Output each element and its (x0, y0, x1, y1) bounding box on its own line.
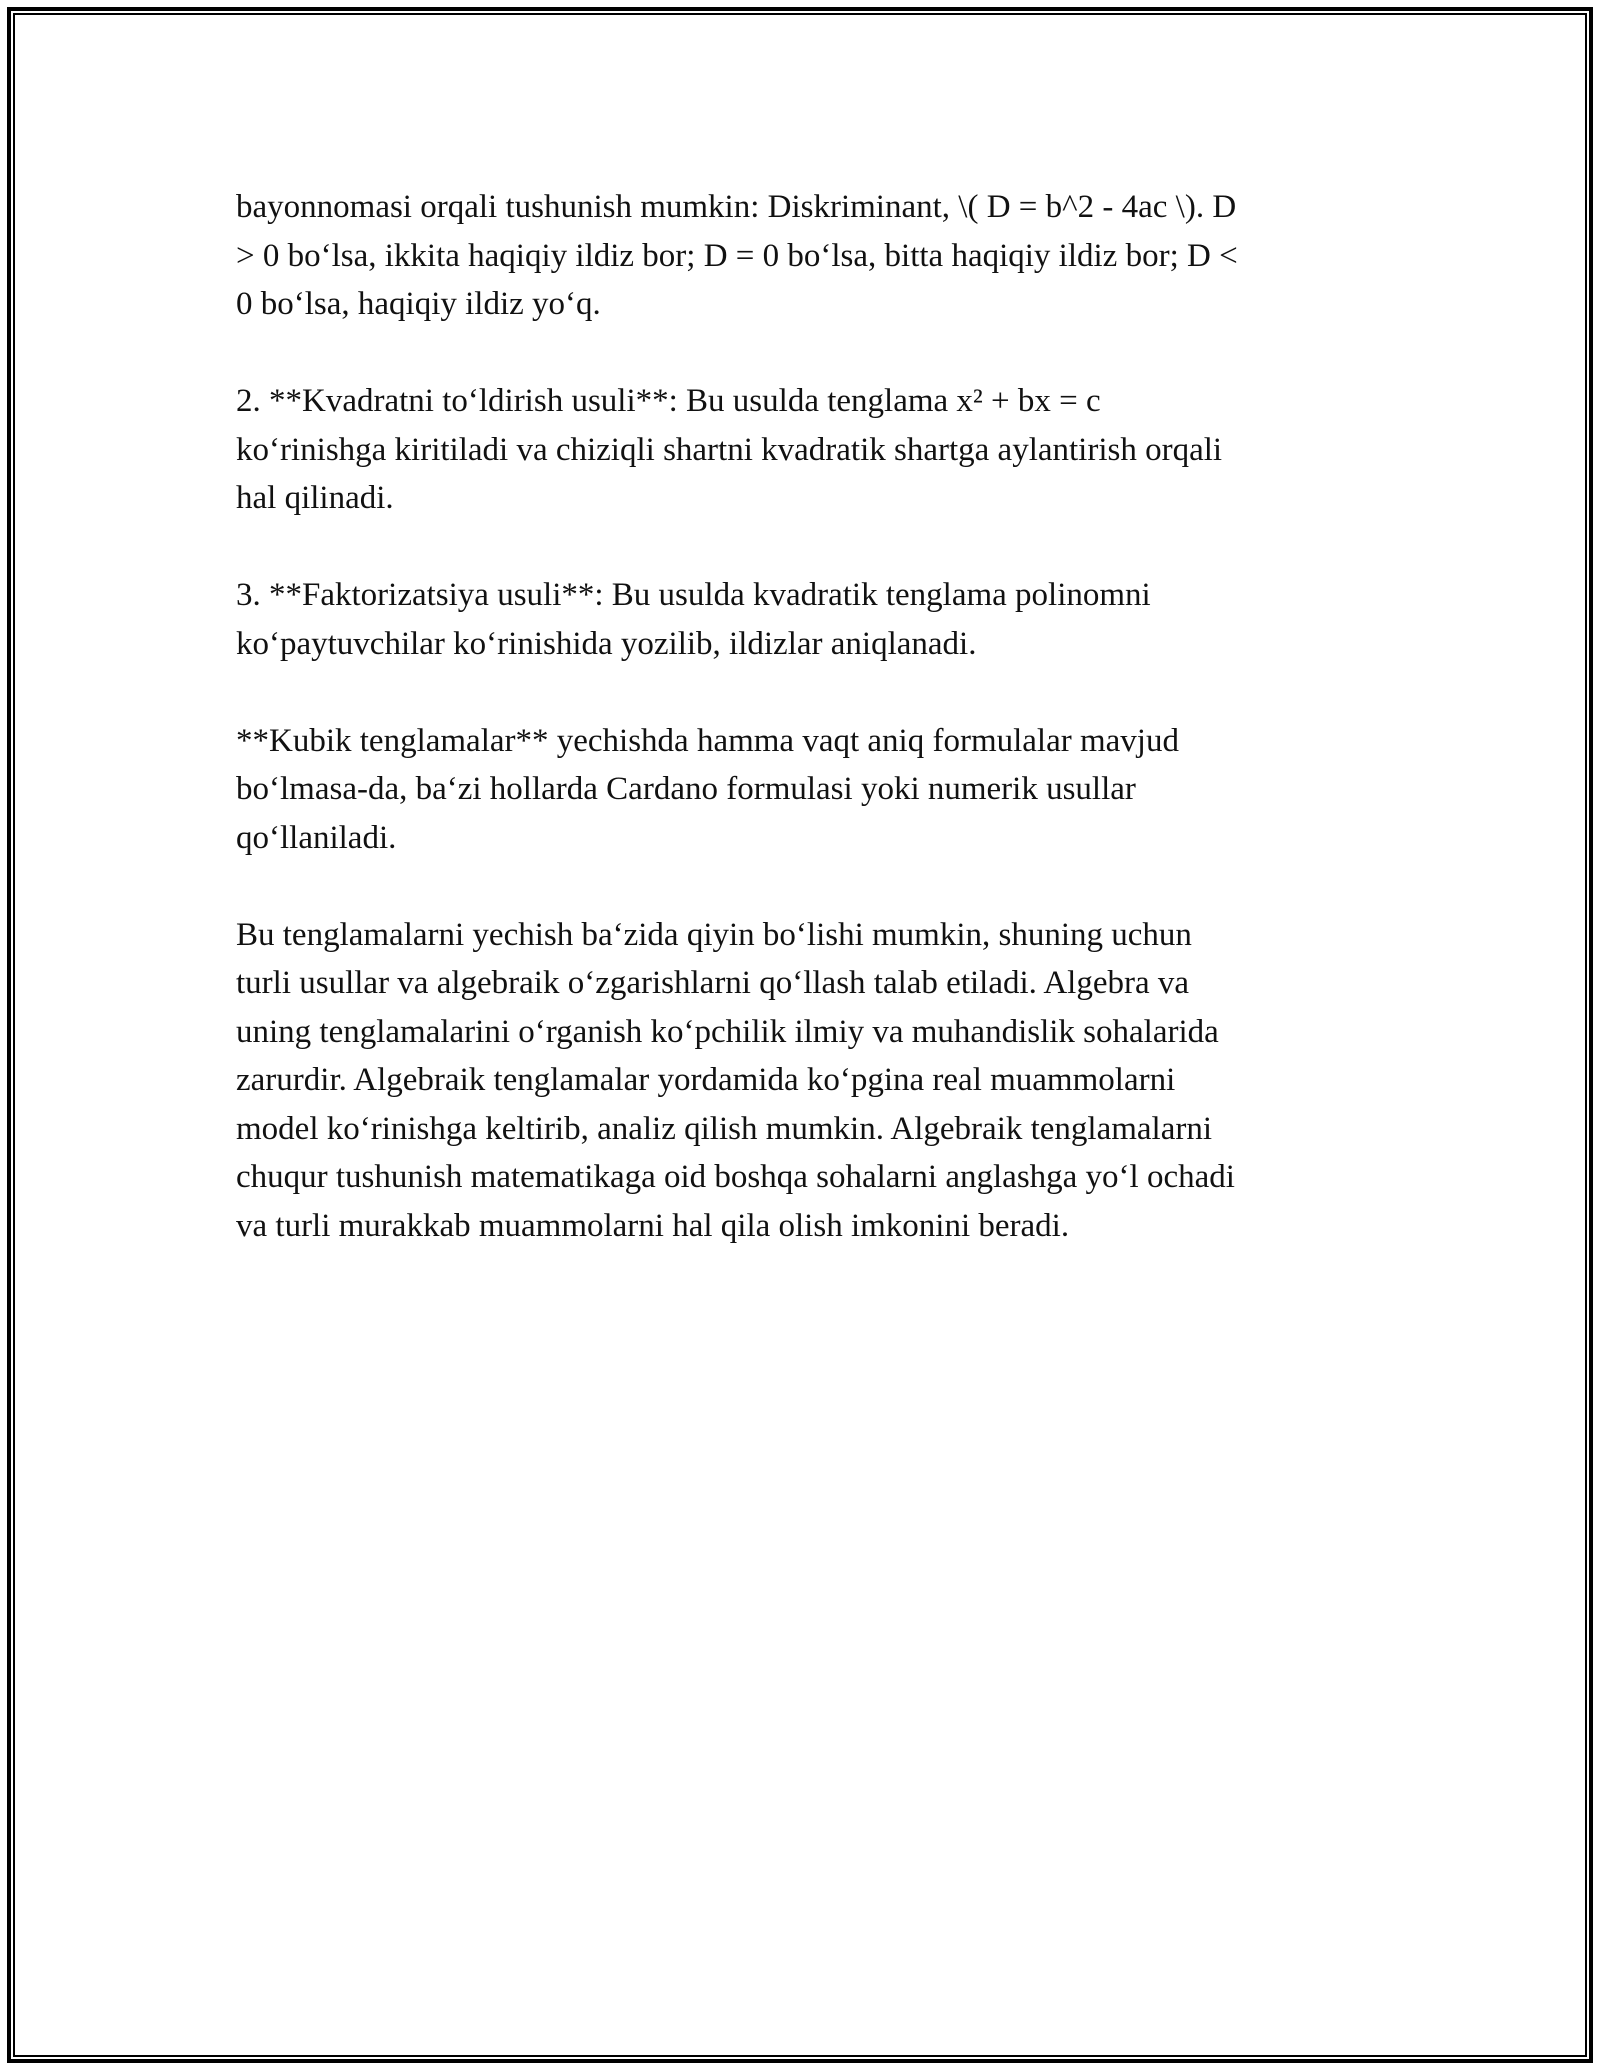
paragraph-completing-square: 2. **Kvadratni to‘ldirish usuli**: Bu usulda tenglama x² + bx = c ko‘rinishga kiritiladi va chiziqli shartni kvadratik shartga aylantirish orqali hal qilinadi. (236, 383, 1223, 516)
document-body (236, 183, 1356, 1299)
paragraph-factorization: 3. **Faktorizatsiya usuli**: Bu usulda kvadratik tenglama polinomni ko‘paytuvchilar ko‘rinishida yozilib, ildizlar aniqlanadi. (236, 577, 1151, 662)
paragraph-conclusion: Bu tenglamalarni yechish ba‘zida qiyin bo‘lishi mumkin, shuning uchun turli usullar va algebraik o‘zgarishlarni qo‘llash talab etiladi. Algebra va uning tenglamalarini o‘rganish ko‘pchilik ilmiy va muhandislik sohalarida zarurdir. Algebraik tenglamalar yordamida ko‘pgina real muammolarni model ko‘rinishga keltirib, analiz qilish mumkin. Algebraik tenglamalarni chuqur tushunish matematikaga oid boshqa sohalarni anglashga yo‘l ochadi va turli murakkab muammolarni hal qila olish imkonini beradi. (236, 916, 1235, 1244)
paragraph-discriminant: bayonnomasi orqali tushunish mumkin: Diskriminant, \( D = b^2 - 4ac \). D > 0 bo‘lsa, ikkita haqiqiy ildiz bor; D = 0 bo‘lsa, bitta haqiqiy ildiz bor; D < 0 bo‘lsa, haqiqiy ildiz yo‘q. (236, 189, 1238, 322)
paragraph-cubic-equations: **Kubik tenglamalar** yechishda hamma vaqt aniq formulalar mavjud bo‘lmasa-da, ba‘zi hollarda Cardano formulasi yoki numerik usullar qo‘llaniladi. (236, 722, 1179, 856)
